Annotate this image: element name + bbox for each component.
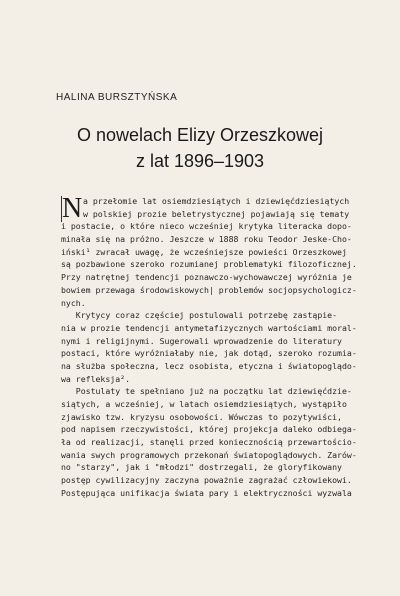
article-title (0, 122, 400, 174)
title-line-1: O nowelach Elizy Orzeszkowej (76, 125, 324, 145)
title-line-2: z lat 1896–1903 (135, 151, 265, 171)
article-body (61, 195, 389, 500)
body-line: nia w prozie tendencji antymetafizycznych wartościami moral- (61, 322, 357, 333)
body-line: postaci, które wyróżniałaby nie, jak dotąd, szeroko rozumia- (61, 348, 357, 359)
body-line: wa refleksja². (61, 373, 131, 384)
body-line: a przełomie lat osiemdziesiątych i dziewięćdziesiątych (83, 196, 350, 206)
body-line: siątych, a wcześniej, w latach osiemdziesiątych, wystąpiło (61, 399, 347, 409)
body-line: i postacie, o które nieco wcześniej krytyka literacka dopo- (61, 221, 352, 232)
body-line: Krytycy coraz częściej postulowali potrzebę zastąpie- (61, 310, 338, 321)
body-line: minała się na próżno. Jeszcze w 1888 roku Teodor Jeske-Cho- (61, 234, 352, 245)
body-line: są pozbawione szeroko rozumianej problematyki filozoficznej. (61, 259, 357, 270)
body-line: Przy natrętnej tendencji poznawczo-wychowawczej wyróżnia je (61, 272, 352, 283)
body-line: zjawisko tzw. kryzysu osobowości. Wówczas to pozytywiści, (61, 411, 342, 422)
body-line: bowiem przewaga środowiskowych| problemów socjopsychologicz- (61, 284, 357, 295)
body-line: pod napisem rzeczywistości, której projekcja daleko odbiega- (61, 424, 357, 435)
body-line: nych. (61, 297, 86, 308)
body-line: ła od realizacji, stanęli przed koniecznością przewartościo- (61, 437, 357, 448)
body-line: postęp cywilizacyjny zaczyna poważnie zagrażać człowiekowi. (61, 475, 352, 486)
body-line: iński¹ zwracał uwagę, że wcześniejsze powieści Orzeszkowej (61, 246, 347, 257)
body-line: Postępująca unifikacja świata pary i elektryczności wyzwala (61, 487, 352, 498)
body-line: w polskiej prozie beletrystycznej pojawiają się tematy (83, 208, 350, 219)
body-line: Postulaty te spełniano już na początku lat dziewięćdzie- (61, 386, 352, 397)
body-line: no "starzy", jak i "młodzi" dostrzegali, że gloryfikowany (61, 462, 342, 473)
body-line: nymi i religijnymi. Sugerowali wprowadzenie do literatury (61, 335, 342, 346)
body-line: wania swych programowych przekonań światopoglądowych. Zarów- (61, 449, 357, 460)
body-line: na służba społeczna, lecz osobista, etyczna i światopoglądo- (61, 360, 357, 371)
author-name: HALINA BURSZTYŃSKA (56, 92, 178, 103)
drop-cap: N (62, 193, 83, 224)
